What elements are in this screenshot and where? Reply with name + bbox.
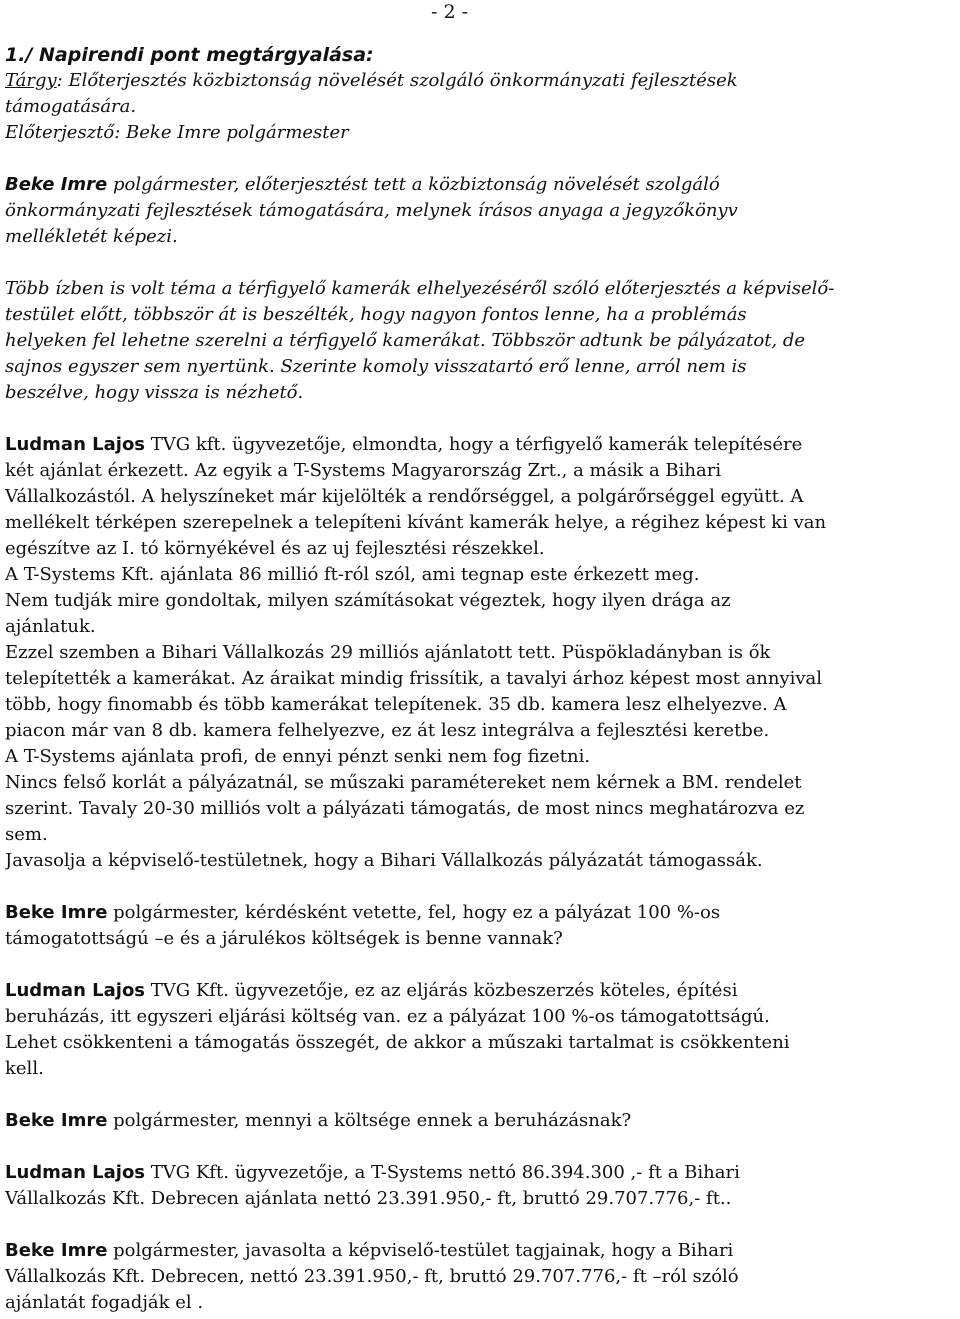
p1-line-1: Beke Imre polgármester, előterjesztést tett a közbiztonság növelését szolgáló bbox=[5, 174, 720, 195]
p3-line-3: Vállalkozástól. A helyszíneket már kijelölték a rendőrséggel, a polgárőrséggel együtt. A bbox=[5, 486, 804, 507]
p3-line-1: Ludman Lajos TVG kft. ügyvezetője, elmondta, hogy a térfigyelő kamerák telepítésére bbox=[5, 434, 803, 455]
speaker-name: Ludman Lajos bbox=[5, 1162, 146, 1183]
speaker-name: Ludman Lajos bbox=[5, 434, 146, 455]
subject-line-2: támogatására. bbox=[5, 96, 137, 117]
p7-line-2: Vállalkozás Kft. Debrecen ajánlata nettó 23.391.950,- ft, bruttó 29.707.776,- ft.. bbox=[5, 1188, 732, 1209]
p2-line-2: testület előtt, többször át is beszélték, hogy nagyon fontos lenne, ha a problémás bbox=[5, 304, 747, 325]
p2-line-1: Több ízben is volt téma a térfigyelő kamerák elhelyezéséről szóló előterjesztés a képviselő- bbox=[5, 278, 835, 299]
subject-text: Előterjesztés közbiztonság növelését szolgáló önkormányzati fejlesztések bbox=[62, 70, 738, 91]
p3-line-7: Nem tudják mire gondoltak, milyen számításokat végeztek, hogy ilyen drága az bbox=[5, 590, 731, 611]
page-number: - 2 - bbox=[431, 1, 469, 23]
subject-line bbox=[5, 68, 955, 94]
speaker-name: Beke Imre bbox=[5, 174, 108, 195]
p3-line-4: mellékelt térképen szerepelnek a telepíteni kívánt kamerák helye, a régihez képest ki van bbox=[5, 512, 827, 533]
p1-line-2: önkormányzati fejlesztések támogatására, melynek írásos anyaga a jegyzőkönyv bbox=[5, 200, 738, 221]
p5-line-4: kell. bbox=[5, 1058, 44, 1079]
p3-line-9: Ezzel szemben a Bihari Vállalkozás 29 milliós ajánlatott tett. Püspökladányban is ők bbox=[5, 642, 771, 663]
p3-line-8: ajánlatuk. bbox=[5, 616, 96, 637]
p4-line-2: támogatottságú –e és a járulékos költségek is benne vannak? bbox=[5, 928, 563, 949]
p3-line-16: sem. bbox=[5, 824, 48, 845]
p3-line-13: A T-Systems ajánlata profi, de ennyi pénzt senki nem fog fizetni. bbox=[5, 746, 591, 767]
p3-line-15: szerint. Tavaly 20-30 milliós volt a pályázati támogatás, de most nincs meghatározva ez bbox=[5, 798, 805, 819]
p3-line-2: két ajánlat érkezett. Az egyik a T-Systems Magyarország Zrt., a másik a Bihari bbox=[5, 460, 722, 481]
p8-line-1: Beke Imre polgármester, javasolta a képviselő-testület tagjainak, hogy a Bihari bbox=[5, 1240, 734, 1261]
p4-line-1: Beke Imre polgármester, kérdésként vetette, fel, hogy ez a pályázat 100 %-os bbox=[5, 902, 721, 923]
p2-line-4: sajnos egyszer sem nyertünk. Szerinte komoly visszatartó erő lenne, arról nem is bbox=[5, 356, 747, 377]
p8-line-3: ajánlatát fogadják el . bbox=[5, 1292, 204, 1313]
p5-line-3: Lehet csökkenteni a támogatás összegét, de akkor a műszaki tartalmat is csökkenteni bbox=[5, 1032, 790, 1053]
speaker-name: Beke Imre bbox=[5, 1110, 108, 1131]
p1-line-3: mellékletét képezi. bbox=[5, 226, 178, 247]
p3-line-11: több, hogy finomabb és több kamerákat telepítenek. 35 db. kamera lesz elhelyezve. A bbox=[5, 694, 787, 715]
p3-line-17: Javasolja a képviselő-testületnek, hogy a Bihari Vállalkozás pályázatát támogassák. bbox=[5, 850, 763, 871]
p7-line-1: Ludman Lajos TVG Kft. ügyvezetője, a T-Systems nettó 86.394.300 ,- ft a Bihari bbox=[5, 1162, 740, 1183]
presenter-line: Előterjesztő: Beke Imre polgármester bbox=[5, 122, 349, 143]
p3-line-6: A T-Systems Kft. ajánlata 86 millió ft-ról szól, ami tegnap este érkezett meg. bbox=[5, 564, 700, 585]
p2-line-3: helyeken fel lehetne szerelni a térfigyelő kamerákat. Többször adtunk be pályázatot, de bbox=[5, 330, 806, 351]
p6-line-1: Beke Imre polgármester, mennyi a költsége ennek a beruházásnak? bbox=[5, 1110, 632, 1131]
p2-line-5: beszélve, hogy vissza is nézhető. bbox=[5, 382, 304, 403]
p8-line-2: Vállalkozás Kft. Debrecen, nettó 23.391.950,- ft, bruttó 29.707.776,- ft –ról szóló bbox=[5, 1266, 739, 1287]
subject-sep: : bbox=[56, 70, 63, 91]
speaker-name: Beke Imre bbox=[5, 1240, 108, 1261]
speaker-name: Ludman Lajos bbox=[5, 980, 146, 1001]
p5-line-2: beruházás, itt egyszeri eljárási költség van. ez a pályázat 100 %-os támogatottságú. bbox=[5, 1006, 770, 1027]
document-body bbox=[5, 42, 955, 1316]
p3-line-12: piacon már van 8 db. kamera felhelyezve, ez át lesz integrálva a fejlesztési keretbe. bbox=[5, 720, 770, 741]
p3-line-10: telepítették a kamerákat. Az áraikat mindig frissítik, a tavalyi árhoz képest most annyival bbox=[5, 668, 823, 689]
p5-line-1: Ludman Lajos TVG Kft. ügyvezetője, ez az eljárás közbeszerzés köteles, építési bbox=[5, 980, 738, 1001]
p3-line-14: Nincs felső korlát a pályázatnál, se műszaki paramétereket nem kérnek a BM. rendelet bbox=[5, 772, 802, 793]
agenda-heading: 1./ Napirendi pont megtárgyalása: bbox=[5, 44, 374, 66]
speaker-name: Beke Imre bbox=[5, 902, 108, 923]
subject-label: Tárgy bbox=[5, 70, 57, 91]
p3-line-5: egészítve az I. tó környékével és az uj fejlesztési részekkel. bbox=[5, 538, 545, 559]
